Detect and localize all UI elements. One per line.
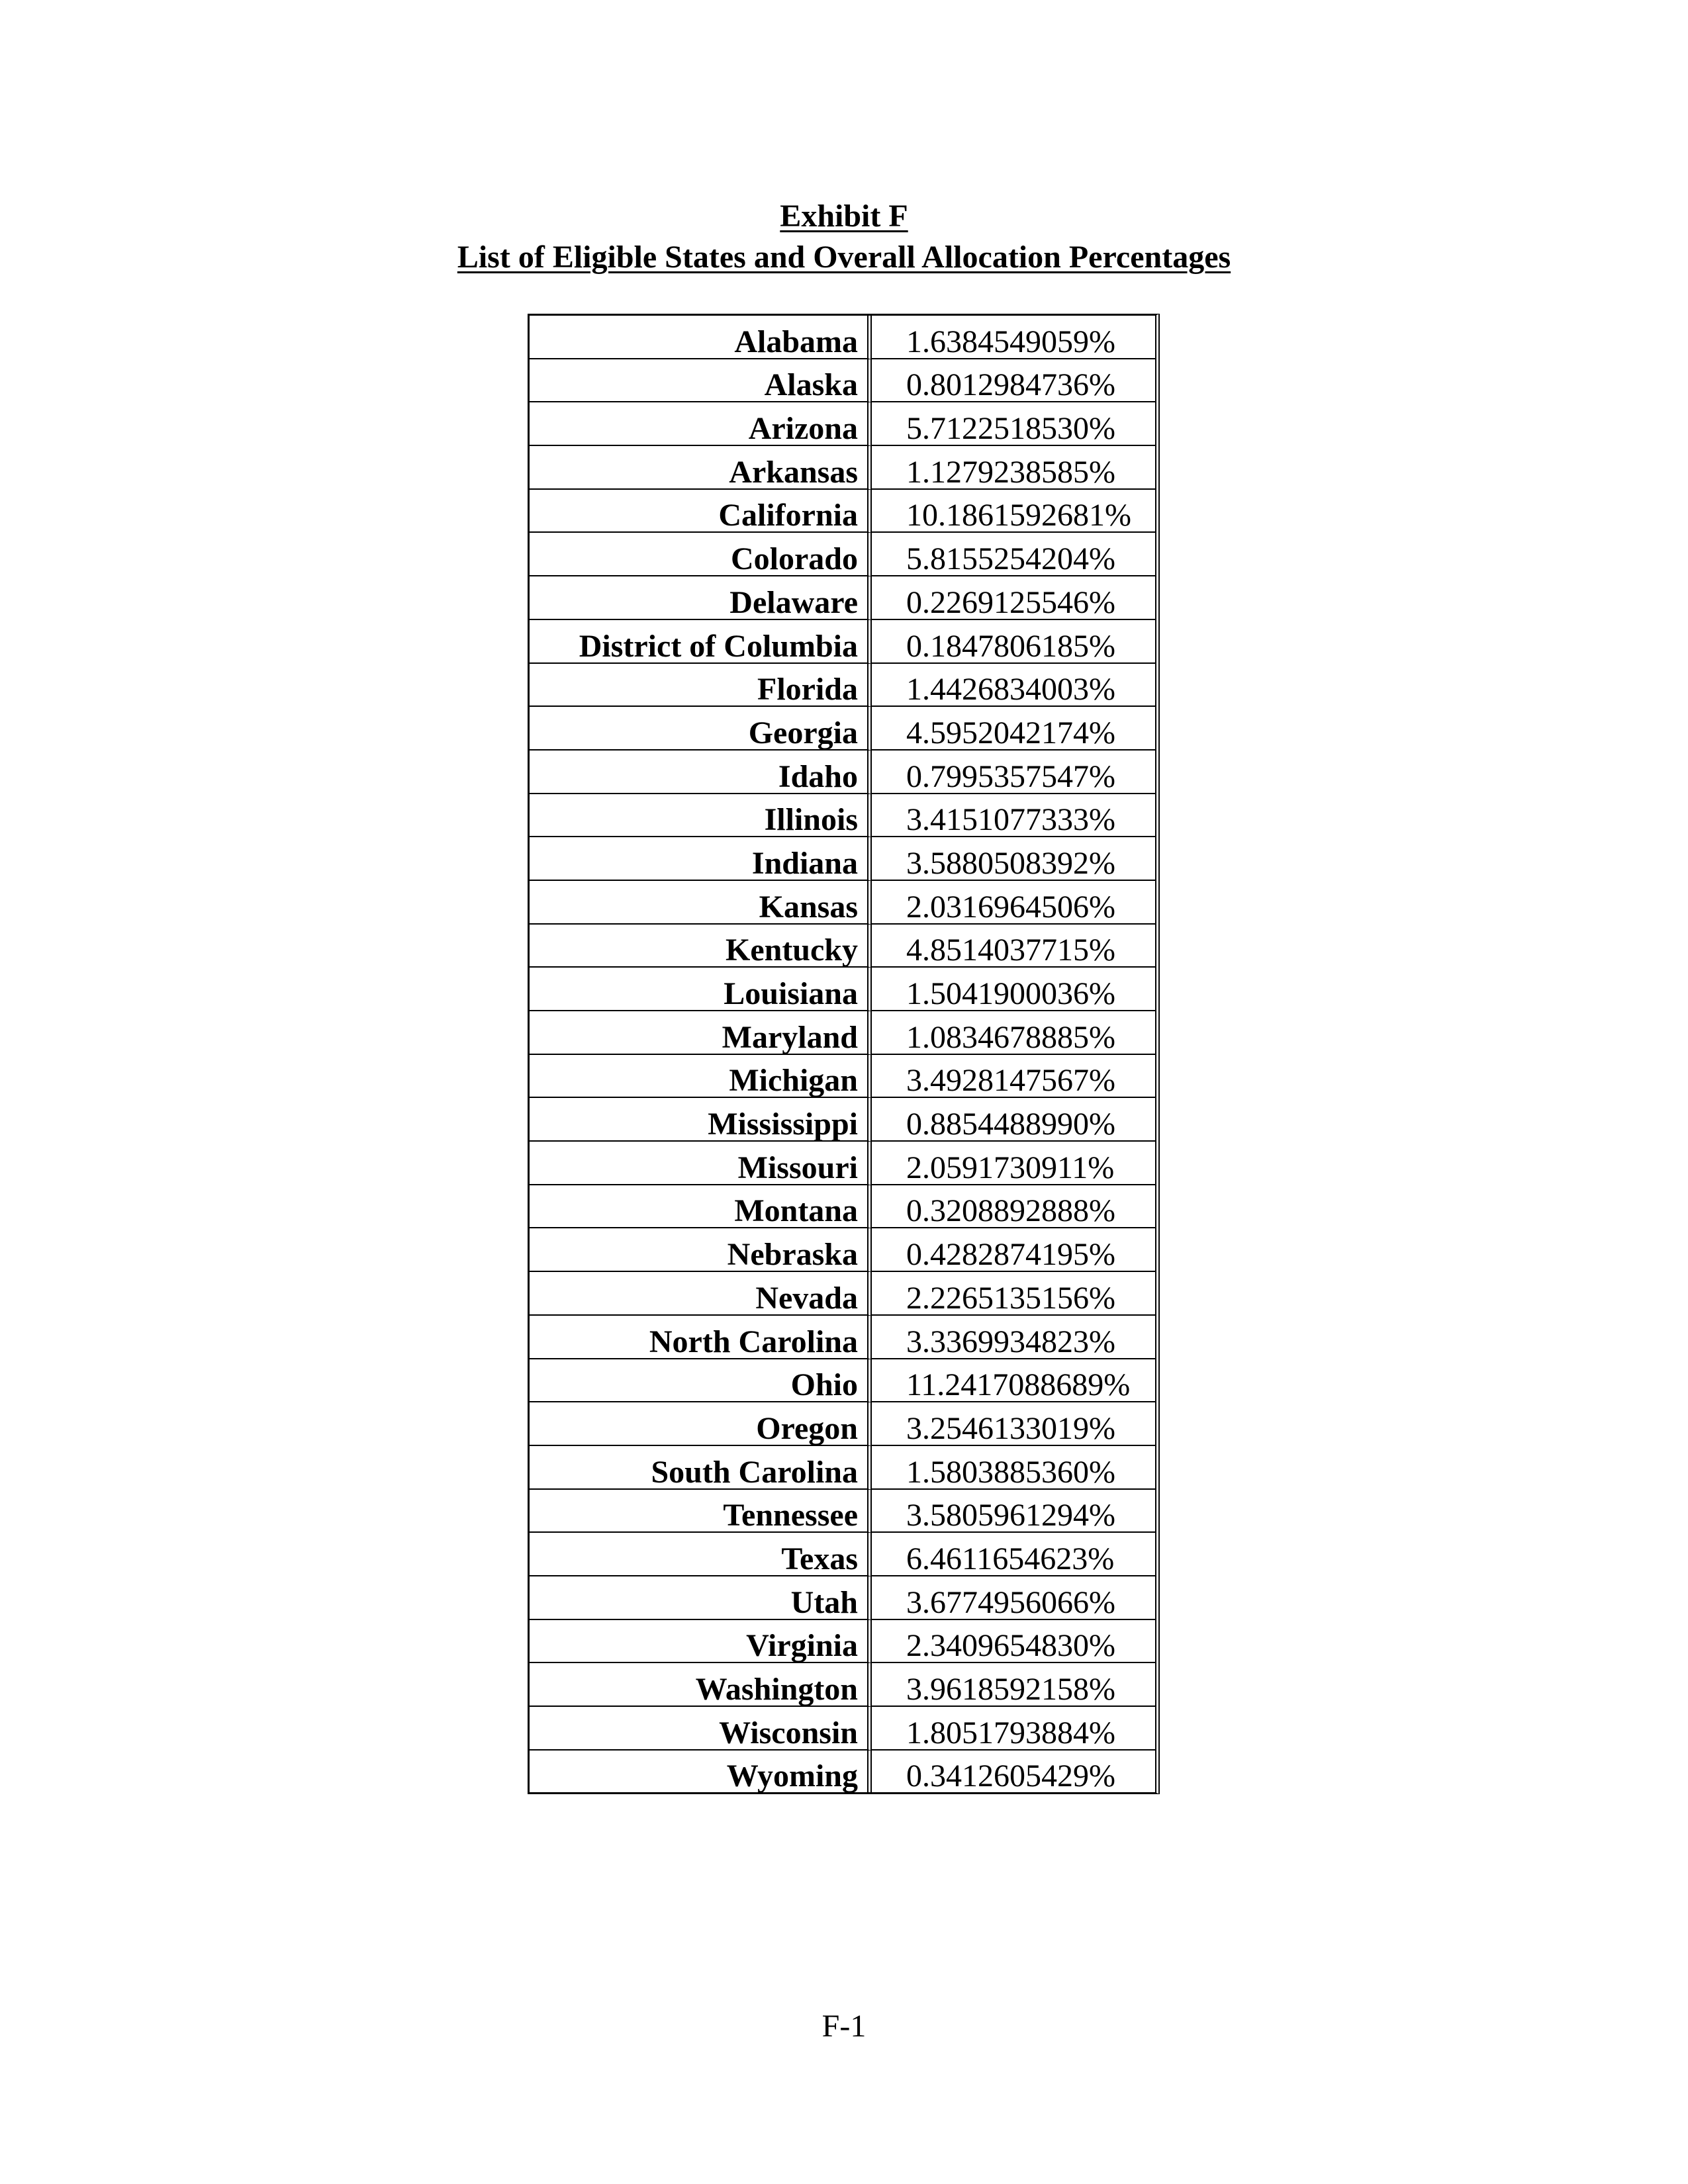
table-row [530,925,1155,968]
allocation-percentage-cell: 1.4426834003% [872,664,1155,707]
state-name-cell: Delaware [530,576,872,620]
table-row [530,1011,1155,1055]
table-row [530,533,1155,576]
state-name-cell: Washington [530,1663,872,1707]
table-row [530,837,1155,881]
allocation-percentage-cell: 11.2417088689% [872,1359,1155,1403]
table-row [530,1185,1155,1229]
table-row [530,1490,1155,1533]
table-row [530,1707,1155,1751]
state-name-cell: Oregon [530,1402,872,1446]
table-row [530,1402,1155,1446]
table-row [530,1576,1155,1620]
allocation-percentage-cell: 1.8051793884% [872,1707,1155,1751]
allocation-percentage-cell: 6.4611654623% [872,1533,1155,1576]
allocation-percentage-cell: 10.1861592681% [872,490,1155,533]
table-row [530,316,1155,359]
state-name-cell: Idaho [530,751,872,794]
table-row [530,881,1155,925]
allocation-percentage-cell: 2.2265135156% [872,1272,1155,1316]
table-row [530,1142,1155,1185]
exhibit-subtitle: List of Eligible States and Overall Allocation Percentages [457,240,1231,275]
table-row [530,1751,1155,1793]
table-row [530,1663,1155,1707]
state-name-cell: North Carolina [530,1316,872,1359]
allocation-percentage-cell: 3.5880508392% [872,837,1155,881]
state-name-cell: Arizona [530,402,872,446]
state-name-cell: Mississippi [530,1098,872,1142]
table-row [530,1359,1155,1403]
table-row [530,1316,1155,1359]
allocation-percentage-cell: 0.3208892888% [872,1185,1155,1229]
state-name-cell: Alaska [530,359,872,403]
allocation-percentage-cell: 0.3412605429% [906,1758,1115,1794]
state-name-cell: California [530,490,872,533]
state-name-cell: Ohio [530,1359,872,1403]
allocation-percentage-cell: 3.3369934823% [872,1316,1155,1359]
allocation-percentage-cell: 1.0834678885% [872,1011,1155,1055]
state-name-cell: Alabama [530,316,872,359]
state-name-cell: South Carolina [530,1446,872,1490]
state-name-cell: Louisiana [530,968,872,1011]
allocation-percentage-cell: 2.0316964506% [872,881,1155,925]
exhibit-title: Exhibit F [780,199,908,234]
table-row [530,620,1155,664]
state-name-cell: Montana [530,1185,872,1229]
state-name-cell: Illinois [530,794,872,838]
table-row [530,1272,1155,1316]
state-name-cell: Maryland [530,1011,872,1055]
state-name-cell: Kentucky [530,925,872,968]
allocation-percentage-cell: 3.6774956066% [872,1576,1155,1620]
state-name-cell: Texas [530,1533,872,1576]
table-row [530,1228,1155,1272]
state-name-cell: Colorado [530,533,872,576]
table-row [530,576,1155,620]
state-name-cell: Michigan [530,1055,872,1099]
allocation-percentage-cell: 1.1279238585% [872,446,1155,490]
state-name-cell: Nebraska [530,1228,872,1272]
allocation-percentage-cell: 0.8854488990% [872,1098,1155,1142]
page-number: F-1 [821,2009,867,2044]
table-row [530,490,1155,533]
allocation-percentage-cell: 1.5041900036% [872,968,1155,1011]
table-row [530,1620,1155,1664]
state-name-cell: Georgia [530,707,872,751]
table-row [530,1098,1155,1142]
state-name-cell: Arkansas [530,446,872,490]
allocation-percentage-cell: 4.5952042174% [872,707,1155,751]
allocation-percentage-cell: 3.4928147567% [872,1055,1155,1099]
state-name-cell: Utah [530,1576,872,1620]
table-row [530,1446,1155,1490]
allocation-table-body [530,316,1155,1792]
document-header [0,196,1688,278]
allocation-percentage-cell: 2.0591730911% [872,1142,1155,1185]
table-row [530,1055,1155,1099]
state-name-cell: Tennessee [530,1490,872,1533]
state-name-cell: Wyoming [530,1751,872,1793]
table-row [530,359,1155,403]
allocation-percentage-cell: 3.9618592158% [872,1663,1155,1707]
allocation-percentage-cell: 0.4282874195% [872,1228,1155,1272]
state-name-cell: Missouri [530,1142,872,1185]
allocation-percentage-cell: 3.2546133019% [872,1402,1155,1446]
state-name-cell: Kansas [530,881,872,925]
allocation-percentage-cell: 1.6384549059% [872,316,1155,359]
state-name-cell: Virginia [530,1620,872,1664]
table-row [530,446,1155,490]
allocation-table-container [528,314,1160,1794]
table-row [530,794,1155,838]
allocation-percentage-cell: 0.7995357547% [872,751,1155,794]
allocation-percentage-cell: 4.8514037715% [872,925,1155,968]
allocation-percentage-cell: 0.8012984736% [872,359,1155,403]
state-name-cell: District of Columbia [530,620,872,664]
state-name-cell: Nevada [530,1272,872,1316]
state-name-cell: Wisconsin [530,1707,872,1751]
table-row [530,664,1155,707]
state-name-cell: Florida [530,664,872,707]
allocation-percentage-cell: 3.5805961294% [872,1490,1155,1533]
allocation-percentage-cell: 5.7122518530% [872,402,1155,446]
state-name-cell: Indiana [530,837,872,881]
table-row [530,968,1155,1011]
allocation-percentage-cell: 5.8155254204% [872,533,1155,576]
allocation-percentage-cell: 3.4151077333% [872,794,1155,838]
allocation-percentage-cell: 1.5803885360% [872,1446,1155,1490]
table-row [530,707,1155,751]
allocation-percentage-cell: 0.2269125546% [872,576,1155,620]
allocation-table [528,314,1160,1794]
table-row [530,1533,1155,1576]
table-row [530,751,1155,794]
allocation-percentage-cell: 2.3409654830% [872,1620,1155,1664]
allocation-percentage-cell: 0.1847806185% [872,620,1155,664]
table-row [530,402,1155,446]
